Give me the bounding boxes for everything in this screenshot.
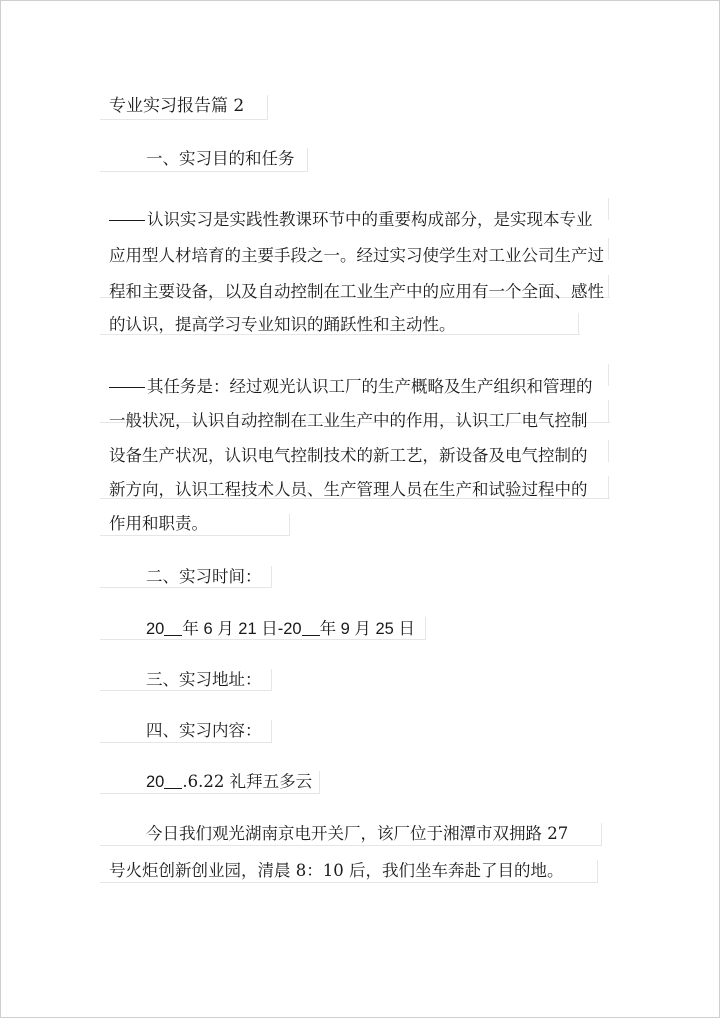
guide-line <box>608 364 609 386</box>
guide-line <box>100 882 598 883</box>
internship-dates: 20 年 6 月 21 日-20 年 9 月 25 日 <box>146 620 415 638</box>
blank-field <box>302 635 320 636</box>
guide-line <box>597 860 598 882</box>
guide-line <box>100 742 272 743</box>
guide-line <box>100 793 320 794</box>
paragraph-line: 新方向，认识工程技术人员、生产管理人员在生产和试验过程中的 <box>109 480 588 499</box>
guide-line <box>601 823 602 845</box>
guide-line <box>425 617 426 639</box>
paragraph-line: 今日我们观光湖南京电开关厂，该厂位于湘潭市双拥路 27 <box>146 824 569 843</box>
guide-line <box>100 845 602 846</box>
paragraph-line: 认识实习是实践性教课环节中的重要构成部分，是实现本专业 <box>109 209 593 231</box>
section-heading-location: 三、实习地址： <box>146 670 262 689</box>
paragraph-line: 程和主要设备，以及自动控制在工业生产中的应用有一个全面、感性 <box>109 282 604 301</box>
guide-line <box>100 171 308 172</box>
blank-field <box>164 788 182 789</box>
guide-line <box>608 198 609 220</box>
guide-line <box>608 238 609 260</box>
guide-line <box>289 514 290 536</box>
section-heading-content: 四、实习内容： <box>146 721 262 740</box>
guide-line <box>100 119 268 120</box>
section-heading-purpose: 一、实习目的和任务 <box>146 149 295 168</box>
guide-line <box>608 476 609 498</box>
paragraph-line: 号火炬创新创业园，清晨 8：10 后，我们坐车奔赴了目的地。 <box>109 861 564 880</box>
guide-line <box>271 566 272 588</box>
guide-line <box>578 313 579 335</box>
paragraph-line: 设备生产状况，认识电气控制技术的新工艺，新设备及电气控制的 <box>109 446 588 465</box>
blank-field <box>164 635 182 636</box>
paragraph-line: 其任务是：经过观光认识工厂的生产概略及生产组织和管理的 <box>109 376 593 398</box>
guide-line <box>267 95 268 120</box>
guide-line <box>319 771 320 793</box>
indent-rule <box>109 387 145 388</box>
section-heading-time: 二、实习时间： <box>146 567 262 586</box>
guide-line <box>608 275 609 297</box>
paragraph-line: 作用和职责。 <box>109 514 208 533</box>
guide-line <box>271 669 272 691</box>
guide-line <box>608 400 609 422</box>
journal-entry-date: 20 .6.22 礼拜五多云 <box>146 772 313 791</box>
guide-line <box>271 720 272 742</box>
paragraph-line: 应用型人材培育的主要手段之一。经过实习使学生对工业公司生产过 <box>109 246 604 265</box>
guide-line <box>608 440 609 462</box>
paragraph-line: 一般状况，认识自动控制在工业生产中的作用，认识工厂电气控制 <box>109 411 588 430</box>
indent-rule <box>109 220 145 221</box>
document-title: 专业实习报告篇 2 <box>109 96 245 116</box>
guide-line <box>307 148 308 172</box>
paragraph-line: 的认识，提高学习专业知识的踊跃性和主动性。 <box>109 315 456 334</box>
guide-line <box>100 535 290 536</box>
